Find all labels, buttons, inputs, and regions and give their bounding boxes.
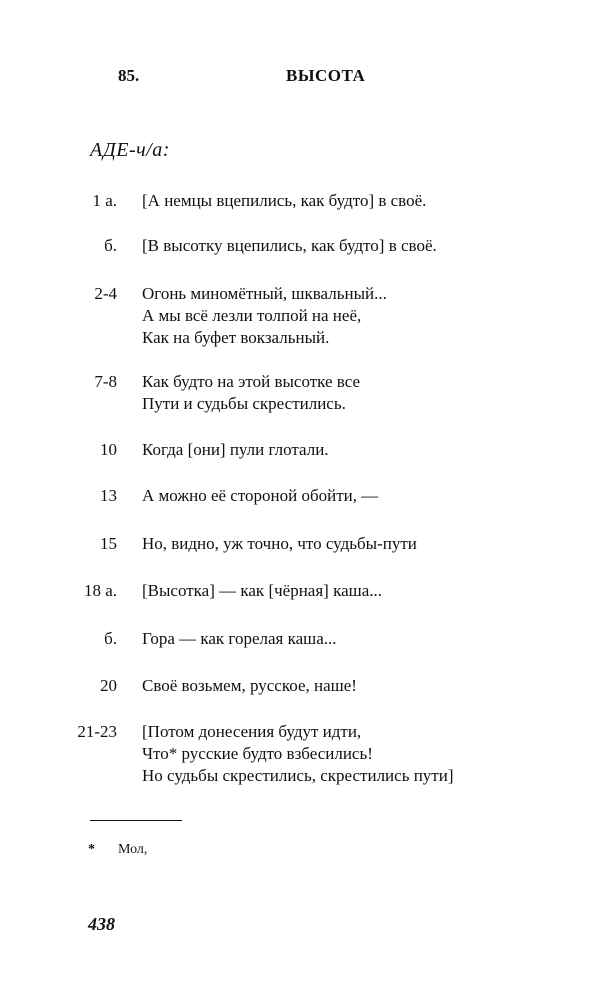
poem-title: ВЫСОТА	[286, 66, 366, 85]
poem-number: 85.	[118, 66, 140, 85]
variant-line: Но судьбы скрестились, скрестились пути]	[142, 766, 454, 785]
variant-line: Огонь миномётный, шквальный...	[142, 284, 387, 303]
line-number: б.	[104, 236, 117, 255]
variant-label: АДЕ-ч/а:	[90, 139, 170, 161]
variant-line: Пути и судьбы скрестились.	[142, 394, 346, 413]
variant-text	[142, 439, 329, 461]
variant-text	[142, 190, 426, 212]
poem-header	[0, 66, 600, 96]
line-number: 20	[100, 676, 117, 695]
variant-text	[142, 721, 454, 787]
line-number: 15	[100, 534, 117, 553]
line-number: 18 а.	[83, 581, 117, 600]
line-number: 10	[100, 440, 117, 459]
variant-text	[142, 628, 337, 650]
variant-line: А мы всё лезли толпой на неё,	[142, 306, 362, 325]
variant-text	[142, 675, 357, 697]
footnote	[88, 842, 147, 858]
variant-line: Как на буфет вокзальный.	[142, 328, 330, 347]
variant-line: Своё возьмем, русское, наше!	[142, 676, 357, 695]
footnote-divider	[90, 820, 182, 821]
variant-text	[142, 485, 378, 507]
variant-line: Что* русские будто взбесились!	[142, 744, 373, 763]
line-number: 2-4	[94, 284, 117, 303]
page-number: 438	[88, 914, 115, 934]
variant-text	[142, 283, 387, 349]
variant-line: [Потом донесения будут идти,	[142, 722, 362, 741]
variant-text	[142, 580, 382, 602]
variant-line: [В высотку вцепились, как будто] в своё.	[142, 236, 437, 255]
footnote-mark: *	[88, 842, 95, 857]
variant-line: Как будто на этой высотке все	[142, 372, 361, 391]
variant-text	[142, 533, 417, 555]
line-number: 7-8	[94, 372, 117, 391]
variant-line: А можно её стороной обойти, —	[142, 486, 379, 505]
variant-line: [Высотка] — как [чёрная] каша...	[142, 581, 383, 600]
variant-line: [А немцы вцепились, как будто] в своё.	[142, 191, 427, 210]
line-number: 13	[100, 486, 117, 505]
line-number: 1 а.	[92, 191, 117, 210]
line-number: 21-23	[77, 722, 117, 741]
variant-line: Гора — как горелая каша...	[142, 629, 337, 648]
line-number: б.	[104, 629, 117, 648]
variant-text	[142, 371, 360, 415]
variant-line: Когда [они] пули глотали.	[142, 440, 329, 459]
variant-text	[142, 235, 437, 257]
footnote-text: Мол,	[118, 842, 148, 857]
variant-line: Но, видно, уж точно, что судьбы-пути	[142, 534, 417, 553]
